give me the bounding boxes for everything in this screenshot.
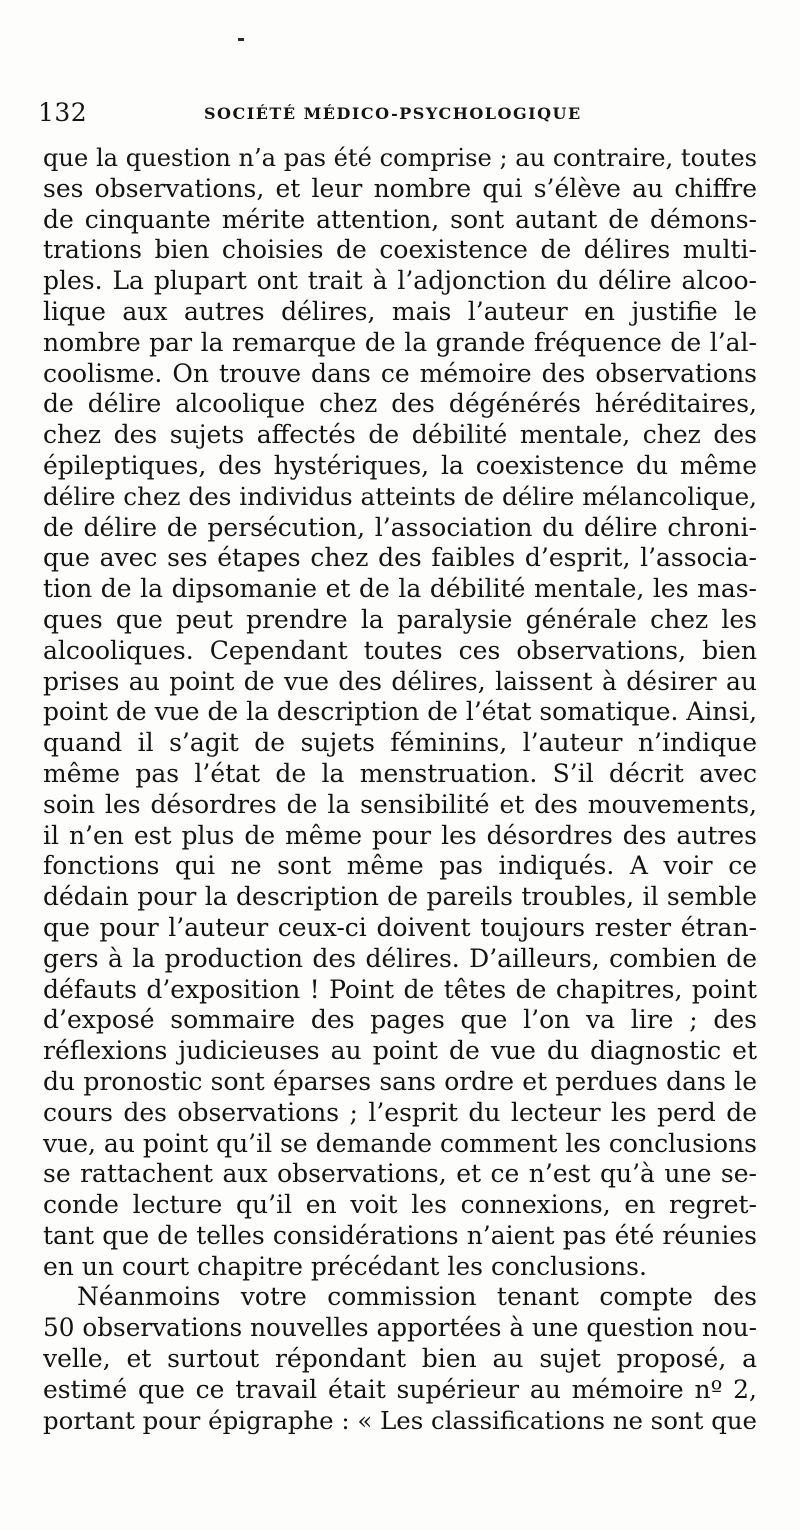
paragraph-2 bbox=[43, 1282, 757, 1436]
text-line: tant que de telles considérations n’aient pas été réunies bbox=[43, 1220, 757, 1250]
text-line: il n’en est plus de même pour les désordres des autres bbox=[43, 820, 757, 850]
text-line: 50 observations nouvelles apportées à une question nou- bbox=[43, 1313, 757, 1343]
text-line: fonctions qui ne sont même pas indiqués. A voir ce bbox=[43, 851, 757, 881]
text-line: ques que peut prendre la paralysie générale chez les bbox=[43, 604, 757, 634]
body-text bbox=[43, 143, 757, 1436]
text-line: se rattachent aux observations, et ce n’est qu’à une se- bbox=[43, 1159, 757, 1189]
text-line: cours des observations ; l’esprit du lecteur les perd de bbox=[43, 1097, 757, 1127]
text-line: conde lecture qu’il en voit les connexions, en regret- bbox=[43, 1190, 757, 1220]
text-line: chez des sujets affectés de débilité mentale, chez des bbox=[43, 420, 757, 450]
text-line: même pas l’état de la menstruation. S’il décrit avec bbox=[43, 758, 757, 788]
text-line: soin les désordres de la sensibilité et des mouvements, bbox=[43, 789, 757, 819]
text-line: délire chez des individus atteints de délire mélancolique, bbox=[43, 481, 757, 511]
text-line: réflexions judicieuses au point de vue du diagnostic et bbox=[43, 1036, 757, 1066]
page-number: 132 bbox=[38, 98, 88, 127]
text-line: du pronostic sont éparses sans ordre et perdues dans le bbox=[43, 1066, 757, 1096]
text-line: point de vue de la description de l’état somatique. Ainsi, bbox=[43, 697, 758, 727]
text-line: vue, au point qu’il se demande comment les conclusions bbox=[43, 1128, 757, 1158]
text-line: velle, et surtout répondant bien au sujet proposé, a bbox=[43, 1344, 757, 1374]
text-line: d’exposé sommaire des pages que l’on va lire ; des bbox=[43, 1005, 757, 1035]
text-line: Néanmoins votre commission tenant compte des bbox=[77, 1282, 757, 1312]
text-line: ples. La plupart ont trait à l’adjonction du délire alcoo- bbox=[43, 266, 757, 296]
text-line: estimé que ce travail était supérieur au mémoire nº 2, bbox=[43, 1374, 757, 1404]
text-line: ses observations, et leur nombre qui s’élève au chiffre bbox=[43, 173, 757, 203]
text-line: que la question n’a pas été comprise ; au contraire, toutes bbox=[43, 144, 757, 172]
text-line: coolisme. On trouve dans ce mémoire des observations bbox=[43, 358, 757, 388]
text-line: dédain pour la description de pareils troubles, il semble bbox=[43, 882, 757, 912]
print-mark bbox=[238, 38, 244, 41]
text-line: en un court chapitre précédant les conclusions. bbox=[43, 1251, 647, 1281]
text-line: prises au point de vue des délires, laissent à désirer au bbox=[43, 666, 757, 696]
text-line: défauts d’exposition ! Point de têtes de chapitres, point bbox=[43, 974, 757, 1004]
running-head: SOCIÉTÉ MÉDICO-PSYCHOLOGIQUE bbox=[204, 104, 582, 123]
text-line: quand il s’agit de sujets féminins, l’auteur n’indique bbox=[43, 728, 757, 758]
text-line: tion de la dipsomanie et de la débilité mentale, les mas- bbox=[43, 574, 757, 604]
page-header bbox=[38, 98, 598, 132]
text-line: lique aux autres délires, mais l’auteur en justifie le bbox=[43, 296, 757, 326]
text-line: nombre par la remarque de la grande fréquence de l’al- bbox=[43, 327, 757, 357]
text-line: épileptiques, des hystériques, la coexistence du même bbox=[43, 450, 757, 480]
text-line: trations bien choisies de coexistence de délires multi- bbox=[43, 235, 757, 265]
text-line: de cinquante mérite attention, sont autant de démons- bbox=[43, 204, 757, 234]
text-line: que pour l’auteur ceux-ci doivent toujours rester étran- bbox=[43, 912, 757, 942]
text-line: de délire de persécution, l’association du délire chroni- bbox=[43, 512, 757, 542]
text-line: portant pour épigraphe : « Les classifications ne sont que bbox=[43, 1405, 757, 1435]
text-line: que avec ses étapes chez des faibles d’esprit, l’associa- bbox=[43, 543, 757, 573]
text-line: gers à la production des délires. D’ailleurs, combien de bbox=[43, 943, 757, 973]
text-line: de délire alcoolique chez des dégénérés héréditaires, bbox=[43, 389, 757, 419]
paragraph-1 bbox=[43, 143, 757, 1282]
text-line: alcooliques. Cependant toutes ces observations, bien bbox=[43, 635, 757, 665]
